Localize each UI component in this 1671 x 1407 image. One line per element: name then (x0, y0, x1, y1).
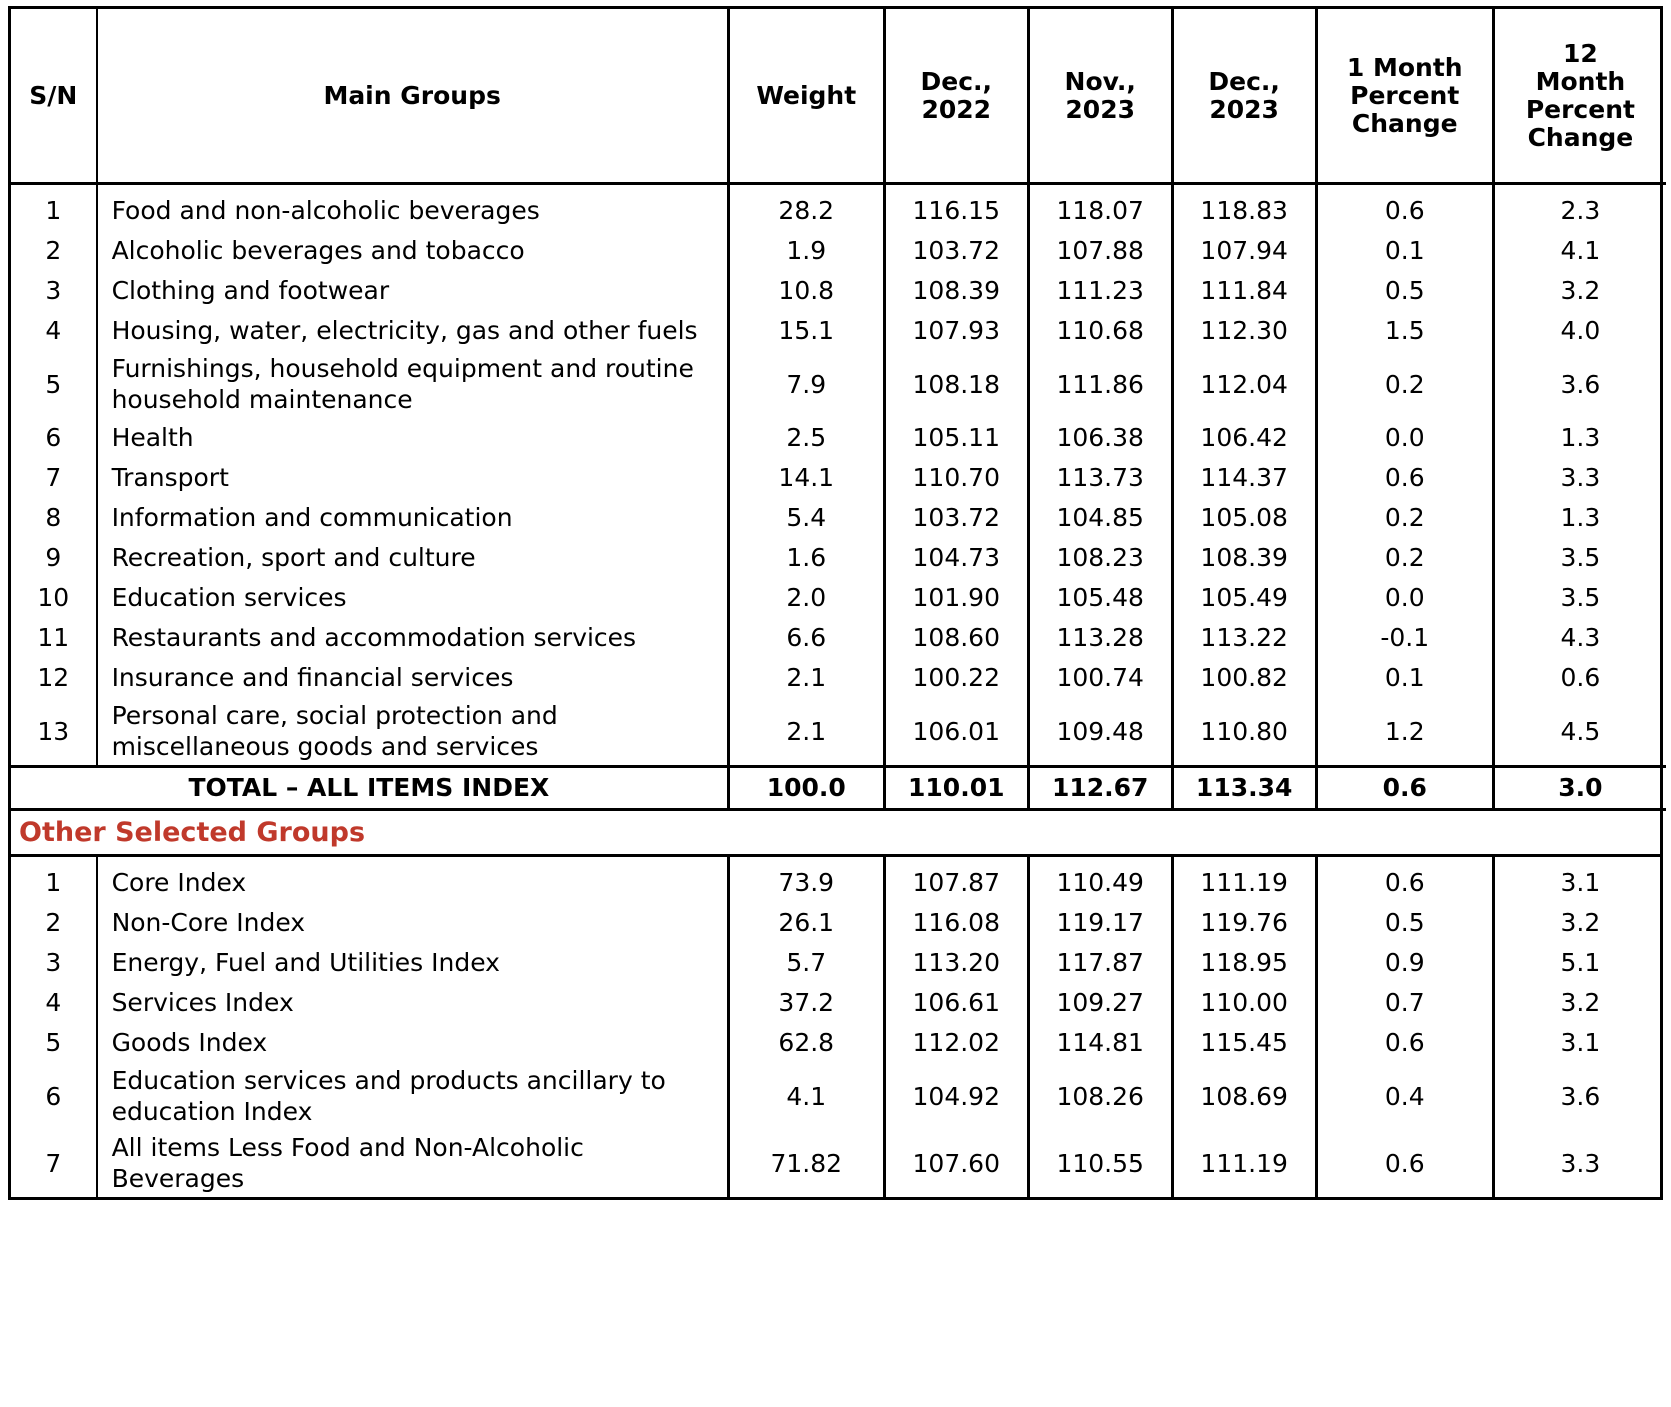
row-dec-2022: 110.70 (886, 458, 1030, 498)
row-sn: 9 (11, 538, 98, 578)
total-weight: 100.0 (730, 765, 886, 811)
total-1-month-change: 0.6 (1318, 765, 1495, 811)
row-1-month-change: 0.1 (1318, 658, 1495, 698)
row-dec-2022: 108.18 (886, 351, 1030, 418)
header-weight: Weight (730, 9, 886, 185)
row-12-month-change: 4.1 (1560, 236, 1601, 265)
row-group-name: Education services (98, 578, 730, 618)
row-group-name: Energy, Fuel and Utilities Index (98, 943, 730, 983)
row-dec-2022: 108.60 (886, 618, 1030, 658)
row-12-month-change: 0.6 (1560, 663, 1601, 692)
row-sn: 6 (11, 1063, 98, 1130)
row-nov-2023: 111.23 (1030, 271, 1174, 311)
row-weight: 10.8 (730, 271, 886, 311)
row-sn: 8 (11, 498, 98, 538)
row-group-name: Alcoholic beverages and tobacco (98, 231, 730, 271)
header-1-month-line3: Change (1351, 108, 1458, 138)
row-weight: 62.8 (730, 1023, 886, 1063)
row-sn: 4 (11, 311, 98, 351)
row-12-month-change: 3.2 (1560, 276, 1601, 305)
row-dec-2022: 105.11 (886, 418, 1030, 458)
row-sn: 10 (11, 578, 98, 618)
table-outer-frame (8, 6, 1663, 1200)
row-group-name: Education services and products ancillary to education Index (98, 1063, 730, 1130)
row-dec-2022: 107.60 (886, 1130, 1030, 1197)
row-nov-2023: 109.48 (1030, 698, 1174, 765)
row-dec-2022: 116.15 (886, 191, 1030, 231)
row-12-month-change: 2.3 (1560, 196, 1601, 225)
header-row (11, 9, 1666, 185)
other-selected-groups-band (11, 811, 1660, 857)
row-12-month-change: 3.5 (1560, 583, 1601, 612)
row-weight: 14.1 (730, 458, 886, 498)
row-1-month-change: -0.1 (1318, 618, 1495, 658)
row-dec-2023: 110.00 (1174, 983, 1318, 1023)
header-dec-2023-line1: Dec., (1208, 66, 1280, 96)
table-row (11, 191, 1666, 231)
row-sn: 2 (11, 231, 98, 271)
table-row (11, 351, 1666, 418)
total-dec-2023: 113.34 (1174, 765, 1318, 811)
row-sn: 3 (11, 943, 98, 983)
row-1-month-change: 0.6 (1318, 191, 1495, 231)
row-1-month-change: 0.9 (1318, 943, 1495, 983)
header-1-month-line2: Percent (1350, 80, 1460, 110)
row-weight: 1.6 (730, 538, 886, 578)
row-1-month-change: 0.6 (1318, 863, 1495, 903)
table-row (11, 943, 1666, 983)
header-dec-2022-line1: Dec., (920, 66, 993, 96)
table-row (11, 311, 1666, 351)
row-1-month-change: 0.1 (1318, 231, 1495, 271)
row-nov-2023: 107.88 (1030, 231, 1174, 271)
total-dec-2022: 110.01 (886, 765, 1030, 811)
row-weight: 2.1 (730, 698, 886, 765)
main-groups-body (11, 185, 1666, 811)
row-12-month-change: 1.3 (1560, 423, 1601, 452)
row-dec-2022: 104.92 (886, 1063, 1030, 1130)
row-1-month-change: 0.0 (1318, 578, 1495, 618)
row-weight: 7.9 (730, 351, 886, 418)
row-12-month-change: 5.1 (1560, 948, 1601, 977)
row-dec-2022: 103.72 (886, 498, 1030, 538)
row-dec-2023: 113.22 (1174, 618, 1318, 658)
row-12-month-change: 4.5 (1560, 716, 1601, 746)
row-weight: 5.7 (730, 943, 886, 983)
row-1-month-change: 0.4 (1318, 1063, 1495, 1130)
row-dec-2023: 106.42 (1174, 418, 1318, 458)
row-group-name: All items Less Food and Non-Alcoholic Beverages (98, 1130, 730, 1197)
row-1-month-change: 0.6 (1318, 458, 1495, 498)
other-groups-body (11, 857, 1666, 1197)
row-dec-2022: 104.73 (886, 538, 1030, 578)
row-1-month-change: 0.2 (1318, 498, 1495, 538)
row-nov-2023: 113.73 (1030, 458, 1174, 498)
header-1-month-percent-change (1318, 9, 1495, 185)
row-weight: 1.9 (730, 231, 886, 271)
total-label: TOTAL – ALL ITEMS INDEX (11, 765, 730, 811)
row-dec-2022: 113.20 (886, 943, 1030, 983)
row-dec-2023: 108.69 (1174, 1063, 1318, 1130)
header-1-month-line1: 1 Month (1346, 52, 1463, 82)
row-sn: 5 (11, 1023, 98, 1063)
row-sn: 5 (11, 351, 98, 418)
row-group-name: Health (98, 418, 730, 458)
row-12-month-change: 1.3 (1560, 503, 1601, 532)
table-row (11, 903, 1666, 943)
table-row (11, 618, 1666, 658)
total-row (11, 765, 1666, 811)
row-nov-2023: 110.49 (1030, 863, 1174, 903)
row-sn: 13 (11, 698, 98, 765)
row-nov-2023: 117.87 (1030, 943, 1174, 983)
header-nov-2023-line1: Nov., (1064, 66, 1136, 96)
row-dec-2023: 112.04 (1174, 351, 1318, 418)
row-sn: 12 (11, 658, 98, 698)
row-12-month-change: 4.0 (1560, 316, 1601, 345)
row-1-month-change: 0.0 (1318, 418, 1495, 458)
row-nov-2023: 119.17 (1030, 903, 1174, 943)
header-dec-2023-line2: 2023 (1209, 94, 1279, 124)
table-row (11, 231, 1666, 271)
row-dec-2023: 118.83 (1174, 191, 1318, 231)
row-12-month-change: 4.3 (1560, 623, 1601, 652)
row-nov-2023: 113.28 (1030, 618, 1174, 658)
row-dec-2023: 114.37 (1174, 458, 1318, 498)
cpi-index-table (11, 9, 1666, 811)
header-nov-2023-line2: 2023 (1065, 94, 1135, 124)
row-dec-2023: 111.84 (1174, 271, 1318, 311)
table-row (11, 498, 1666, 538)
row-weight: 4.1 (730, 1063, 886, 1130)
row-12-month-change: 3.3 (1560, 1148, 1601, 1178)
header-dec-2022-line2: 2022 (921, 94, 992, 124)
row-dec-2023: 112.30 (1174, 311, 1318, 351)
row-sn: 1 (11, 863, 98, 903)
row-12-month-change: 3.2 (1560, 908, 1601, 937)
row-1-month-change: 0.2 (1318, 538, 1495, 578)
row-dec-2023: 105.08 (1174, 498, 1318, 538)
row-weight: 26.1 (730, 903, 886, 943)
row-dec-2023: 107.94 (1174, 231, 1318, 271)
row-group-name: Restaurants and accommodation services (98, 618, 730, 658)
row-group-name: Goods Index (98, 1023, 730, 1063)
row-dec-2022: 112.02 (886, 1023, 1030, 1063)
row-dec-2022: 106.61 (886, 983, 1030, 1023)
row-dec-2023: 111.19 (1174, 1130, 1318, 1197)
row-nov-2023: 100.74 (1030, 658, 1174, 698)
row-sn: 4 (11, 983, 98, 1023)
row-nov-2023: 110.68 (1030, 311, 1174, 351)
row-dec-2023: 118.95 (1174, 943, 1318, 983)
row-nov-2023: 106.38 (1030, 418, 1174, 458)
table-row (11, 418, 1666, 458)
row-nov-2023: 104.85 (1030, 498, 1174, 538)
row-weight: 2.0 (730, 578, 886, 618)
row-dec-2022: 103.72 (886, 231, 1030, 271)
row-1-month-change: 1.2 (1318, 698, 1495, 765)
table-row (11, 458, 1666, 498)
row-dec-2023: 115.45 (1174, 1023, 1318, 1063)
row-nov-2023: 108.23 (1030, 538, 1174, 578)
row-weight: 5.4 (730, 498, 886, 538)
row-sn: 2 (11, 903, 98, 943)
row-dec-2022: 100.22 (886, 658, 1030, 698)
row-dec-2023: 111.19 (1174, 863, 1318, 903)
row-1-month-change: 0.5 (1318, 903, 1495, 943)
table-row (11, 271, 1666, 311)
row-12-month-change: 3.6 (1560, 369, 1601, 399)
row-dec-2022: 108.39 (886, 271, 1030, 311)
row-dec-2023: 108.39 (1174, 538, 1318, 578)
row-12-month-change: 3.6 (1560, 1081, 1601, 1111)
row-12-month-change: 3.5 (1560, 543, 1601, 572)
row-dec-2022: 107.87 (886, 863, 1030, 903)
table-row (11, 538, 1666, 578)
row-sn: 6 (11, 418, 98, 458)
row-dec-2022: 101.90 (886, 578, 1030, 618)
row-weight: 15.1 (730, 311, 886, 351)
header-nov-2023 (1030, 9, 1174, 185)
row-weight: 28.2 (730, 191, 886, 231)
header-dec-2023 (1174, 9, 1318, 185)
row-12-month-change: 3.1 (1560, 868, 1601, 897)
row-group-name: Transport (98, 458, 730, 498)
row-sn: 11 (11, 618, 98, 658)
row-dec-2023: 100.82 (1174, 658, 1318, 698)
row-sn: 3 (11, 271, 98, 311)
table-row (11, 983, 1666, 1023)
header-12-month-line4: Change (1527, 122, 1634, 152)
row-nov-2023: 118.07 (1030, 191, 1174, 231)
row-group-name: Core Index (98, 863, 730, 903)
row-dec-2023: 110.80 (1174, 698, 1318, 765)
row-sn: 7 (11, 458, 98, 498)
other-selected-groups-title: Other Selected Groups (19, 817, 366, 848)
header-12-month-line2: Month (1535, 66, 1626, 96)
row-nov-2023: 105.48 (1030, 578, 1174, 618)
table-row (11, 1130, 1666, 1197)
row-12-month-change: 3.2 (1560, 988, 1601, 1017)
row-weight: 6.6 (730, 618, 886, 658)
row-group-name: Food and non-alcoholic beverages (98, 191, 730, 231)
row-group-name: Information and communication (98, 498, 730, 538)
row-nov-2023: 114.81 (1030, 1023, 1174, 1063)
other-selected-groups-table (11, 857, 1666, 1197)
row-group-name: Furnishings, household equipment and routine household maintenance (98, 351, 730, 418)
table-row (11, 1023, 1666, 1063)
row-group-name: Insurance and financial services (98, 658, 730, 698)
row-1-month-change: 0.6 (1318, 1130, 1495, 1197)
row-nov-2023: 111.86 (1030, 351, 1174, 418)
row-group-name: Services Index (98, 983, 730, 1023)
row-12-month-change: 3.3 (1560, 463, 1601, 492)
total-12-month-change: 3.0 (1495, 765, 1666, 811)
row-group-name: Clothing and footwear (98, 271, 730, 311)
table-header (11, 9, 1666, 185)
row-dec-2023: 119.76 (1174, 903, 1318, 943)
row-weight: 71.82 (730, 1130, 886, 1197)
row-sn: 7 (11, 1130, 98, 1197)
row-1-month-change: 0.5 (1318, 271, 1495, 311)
table-row (11, 578, 1666, 618)
row-nov-2023: 108.26 (1030, 1063, 1174, 1130)
table-row (11, 863, 1666, 903)
row-nov-2023: 109.27 (1030, 983, 1174, 1023)
row-weight: 37.2 (730, 983, 886, 1023)
row-dec-2022: 106.01 (886, 698, 1030, 765)
row-dec-2022: 116.08 (886, 903, 1030, 943)
row-dec-2022: 107.93 (886, 311, 1030, 351)
header-12-month-line1: 12 (1563, 38, 1598, 68)
row-group-name: Housing, water, electricity, gas and other fuels (98, 311, 730, 351)
row-group-name: Recreation, sport and culture (98, 538, 730, 578)
table-row (11, 698, 1666, 765)
row-1-month-change: 1.5 (1318, 311, 1495, 351)
row-dec-2023: 105.49 (1174, 578, 1318, 618)
table-row (11, 1063, 1666, 1130)
row-weight: 73.9 (730, 863, 886, 903)
header-dec-2022 (886, 9, 1030, 185)
header-sn: S/N (11, 9, 98, 185)
row-weight: 2.1 (730, 658, 886, 698)
row-group-name: Non-Core Index (98, 903, 730, 943)
table-row (11, 658, 1666, 698)
header-12-month-percent-change (1495, 9, 1666, 185)
row-weight: 2.5 (730, 418, 886, 458)
row-1-month-change: 0.6 (1318, 1023, 1495, 1063)
header-main-groups: Main Groups (98, 9, 730, 185)
row-group-name: Personal care, social protection and miscellaneous goods and services (98, 698, 730, 765)
row-12-month-change: 3.1 (1560, 1028, 1601, 1057)
row-nov-2023: 110.55 (1030, 1130, 1174, 1197)
total-nov-2023: 112.67 (1030, 765, 1174, 811)
row-1-month-change: 0.7 (1318, 983, 1495, 1023)
row-sn: 1 (11, 191, 98, 231)
row-1-month-change: 0.2 (1318, 351, 1495, 418)
header-12-month-line3: Percent (1525, 94, 1635, 124)
